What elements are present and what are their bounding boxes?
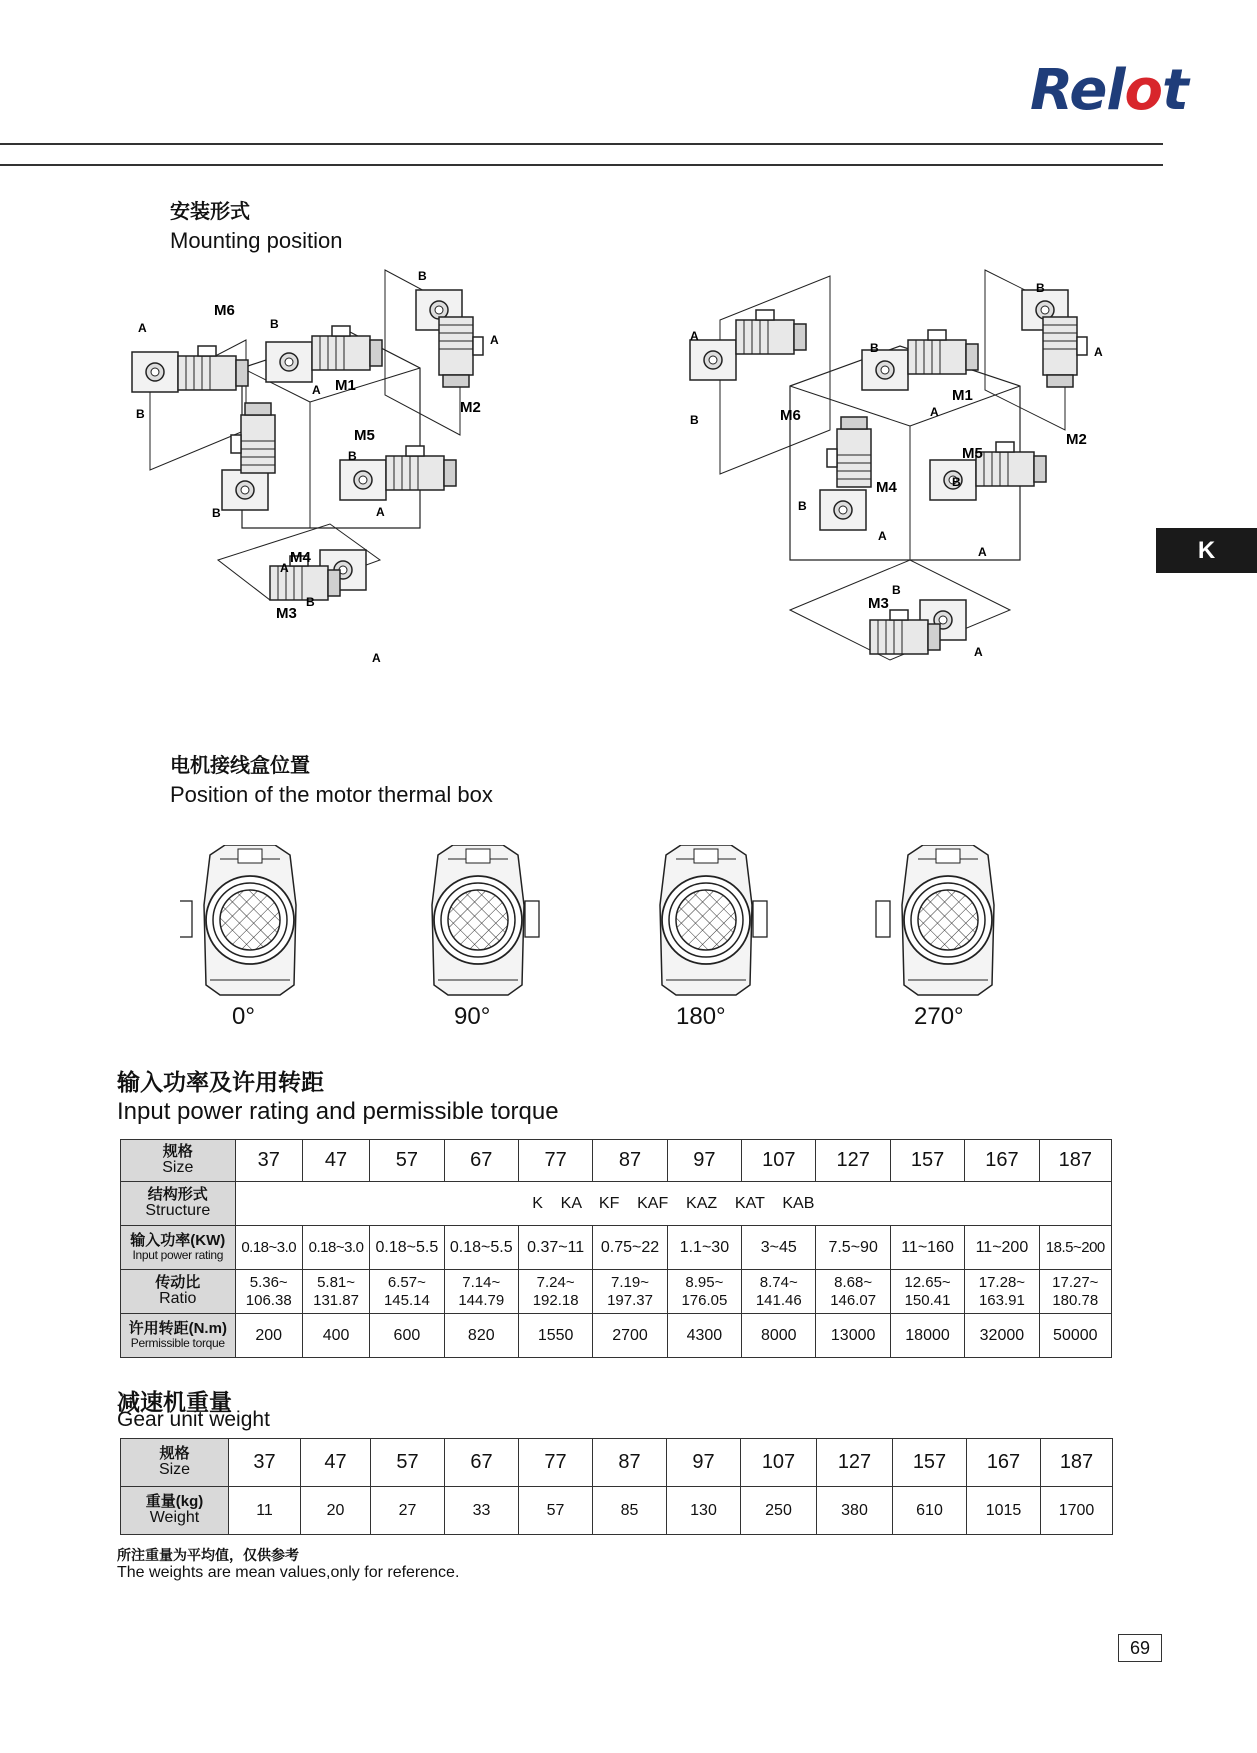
label-m6-right: M6 xyxy=(780,407,801,424)
size-cell: 167 xyxy=(967,1439,1041,1487)
size-cell: 167 xyxy=(965,1140,1039,1182)
mounting-diagram-right xyxy=(690,270,1103,660)
size-cell: 127 xyxy=(816,1140,890,1182)
torque-cell: 200 xyxy=(235,1314,302,1358)
thermal-box-270 xyxy=(876,845,994,995)
ratio-cell: 7.14~ 144.79 xyxy=(444,1270,518,1314)
label-b: B xyxy=(212,506,221,520)
size-cell: 77 xyxy=(519,1439,593,1487)
power-cell: 3~45 xyxy=(742,1226,816,1270)
angle-0: 0° xyxy=(232,1003,255,1030)
label-b: B xyxy=(892,583,901,597)
ratio-cell: 7.24~ 192.18 xyxy=(518,1270,592,1314)
torque-cell: 50000 xyxy=(1039,1314,1111,1358)
ratio-cell: 8.95~ 176.05 xyxy=(667,1270,741,1314)
ratio-cell: 5.81~ 131.87 xyxy=(302,1270,369,1314)
label-a: A xyxy=(280,561,289,575)
label-m2-right: M2 xyxy=(1066,431,1087,448)
thermal-box-0 xyxy=(180,845,296,995)
power-cell: 11~200 xyxy=(965,1226,1039,1270)
label-b: B xyxy=(952,475,961,489)
thermal-box-180 xyxy=(660,845,767,995)
ratio-cell: 6.57~ 145.14 xyxy=(370,1270,444,1314)
power-cell: 0.18~3.0 xyxy=(302,1226,369,1270)
weight-cell: 85 xyxy=(593,1487,667,1535)
label-m4-right: M4 xyxy=(876,479,897,496)
label-b: B xyxy=(798,499,807,513)
thermal-box-diagrams xyxy=(180,845,1040,1025)
size-cell: 37 xyxy=(235,1140,302,1182)
label-a: A xyxy=(930,405,939,419)
size-cell: 187 xyxy=(1039,1140,1111,1182)
torque-cell: 8000 xyxy=(742,1314,816,1358)
weight-cell: 380 xyxy=(817,1487,893,1535)
weight-cell: 57 xyxy=(519,1487,593,1535)
label-b: B xyxy=(1036,281,1045,295)
section-tab-k: K xyxy=(1156,528,1257,573)
label-b: B xyxy=(348,449,357,463)
power-cell: 18.5~200 xyxy=(1039,1226,1111,1270)
mounting-diagrams xyxy=(130,260,1130,700)
ratio-cell: 7.19~ 197.37 xyxy=(593,1270,667,1314)
power-cell: 0.37~11 xyxy=(518,1226,592,1270)
weight-cell: 250 xyxy=(741,1487,817,1535)
note-en: The weights are mean values,only for reference. xyxy=(117,1564,460,1581)
row-header: 许用转距(N.m) Permissible torque xyxy=(121,1314,236,1358)
ratio-cell: 8.74~ 141.46 xyxy=(742,1270,816,1314)
torque-cell: 32000 xyxy=(965,1314,1039,1358)
weight-cell: 27 xyxy=(371,1487,445,1535)
ratio-cell: 17.28~ 163.91 xyxy=(965,1270,1039,1314)
label-b: B xyxy=(306,595,315,609)
label-a: A xyxy=(978,545,987,559)
brand-logo: Relot xyxy=(1030,58,1188,123)
label-a: A xyxy=(312,383,321,397)
label-b: B xyxy=(136,407,145,421)
label-m3-right: M3 xyxy=(868,595,889,612)
size-cell: 97 xyxy=(667,1140,741,1182)
torque-cell: 13000 xyxy=(816,1314,890,1358)
size-cell: 97 xyxy=(667,1439,741,1487)
label-b: B xyxy=(870,341,879,355)
label-a: A xyxy=(878,529,887,543)
weight-cell: 1015 xyxy=(967,1487,1041,1535)
weight-cell: 130 xyxy=(667,1487,741,1535)
torque-cell: 4300 xyxy=(667,1314,741,1358)
label-b: B xyxy=(270,317,279,331)
torque-cell: 820 xyxy=(444,1314,518,1358)
ratio-cell: 5.36~ 106.38 xyxy=(235,1270,302,1314)
ratio-cell: 17.27~ 180.78 xyxy=(1039,1270,1111,1314)
table-row xyxy=(121,1270,1112,1314)
table-row xyxy=(121,1314,1112,1358)
label-a: A xyxy=(690,329,699,343)
label-a: A xyxy=(490,333,499,347)
size-cell: 107 xyxy=(741,1439,817,1487)
table-row xyxy=(121,1439,1113,1487)
power-title-en: Input power rating and permissible torque xyxy=(117,1098,559,1125)
torque-cell: 18000 xyxy=(890,1314,964,1358)
row-header: 规格 Size xyxy=(121,1439,229,1487)
label-m1-left: M1 xyxy=(335,377,356,394)
size-cell: 77 xyxy=(518,1140,592,1182)
label-m5-left: M5 xyxy=(354,427,375,444)
power-cell: 7.5~90 xyxy=(816,1226,890,1270)
torque-cell: 1550 xyxy=(518,1314,592,1358)
table-row xyxy=(121,1487,1113,1535)
weight-title-cn: 减速机重量 xyxy=(117,1389,232,1415)
size-cell: 107 xyxy=(742,1140,816,1182)
table-row xyxy=(121,1140,1112,1182)
label-m2-left: M2 xyxy=(460,399,481,416)
torque-cell: 400 xyxy=(302,1314,369,1358)
power-rating-table xyxy=(120,1139,1112,1358)
weight-cell: 20 xyxy=(301,1487,371,1535)
mounting-diagram-left xyxy=(132,269,499,665)
angle-270: 270° xyxy=(914,1003,964,1030)
weight-cell: 1700 xyxy=(1041,1487,1113,1535)
label-b: B xyxy=(690,413,699,427)
size-cell: 87 xyxy=(593,1439,667,1487)
torque-cell: 600 xyxy=(370,1314,444,1358)
weight-cell: 11 xyxy=(229,1487,301,1535)
size-cell: 67 xyxy=(445,1439,519,1487)
size-cell: 57 xyxy=(370,1140,444,1182)
angle-180: 180° xyxy=(676,1003,726,1030)
note-cn: 所注重量为平均值，仅供参考 xyxy=(117,1547,299,1563)
power-cell: 11~160 xyxy=(890,1226,964,1270)
label-a: A xyxy=(372,651,381,665)
label-m6-left: M6 xyxy=(214,302,235,319)
size-cell: 47 xyxy=(302,1140,369,1182)
weight-cell: 33 xyxy=(445,1487,519,1535)
ratio-cell: 8.68~ 146.07 xyxy=(816,1270,890,1314)
label-a: A xyxy=(974,645,983,659)
thermal-box-90 xyxy=(432,845,539,995)
weight-table xyxy=(120,1438,1113,1535)
table-row xyxy=(121,1226,1112,1270)
row-header: 重量(kg) Weight xyxy=(121,1487,229,1535)
weight-title-en: Gear unit weight xyxy=(117,1408,270,1431)
row-header: 结构形式 Structure xyxy=(121,1182,236,1226)
row-header: 传动比 Ratio xyxy=(121,1270,236,1314)
thermal-title-cn: 电机接线盒位置 xyxy=(170,755,310,777)
size-cell: 157 xyxy=(893,1439,967,1487)
label-m4-left: M4 xyxy=(290,549,311,566)
header-rule-top xyxy=(0,143,1163,145)
mounting-title-cn: 安装形式 xyxy=(170,201,250,223)
angle-90: 90° xyxy=(454,1003,491,1030)
label-b: B xyxy=(418,269,427,283)
row-header: 输入功率(KW) Input power rating xyxy=(121,1226,236,1270)
power-cell: 1.1~30 xyxy=(667,1226,741,1270)
power-cell: 0.18~5.5 xyxy=(370,1226,444,1270)
size-cell: 47 xyxy=(301,1439,371,1487)
weight-cell: 610 xyxy=(893,1487,967,1535)
label-m3-left: M3 xyxy=(276,605,297,622)
size-cell: 127 xyxy=(817,1439,893,1487)
mounting-title-en: Mounting position xyxy=(170,228,343,253)
structure-cell: K KA KF KAF KAZ KAT KAB xyxy=(235,1182,1111,1226)
power-title-cn: 输入功率及许用转距 xyxy=(117,1069,324,1095)
label-m1-right: M1 xyxy=(952,387,973,404)
header-rule-bottom xyxy=(0,164,1163,166)
label-a: A xyxy=(376,505,385,519)
size-cell: 157 xyxy=(890,1140,964,1182)
power-cell: 0.75~22 xyxy=(593,1226,667,1270)
size-cell: 57 xyxy=(371,1439,445,1487)
label-a: A xyxy=(138,321,147,335)
size-cell: 67 xyxy=(444,1140,518,1182)
label-m5-right: M5 xyxy=(962,445,983,462)
power-cell: 0.18~5.5 xyxy=(444,1226,518,1270)
page-number: 69 xyxy=(1118,1634,1162,1662)
ratio-cell: 12.65~ 150.41 xyxy=(890,1270,964,1314)
size-cell: 37 xyxy=(229,1439,301,1487)
label-a: A xyxy=(1094,345,1103,359)
size-cell: 87 xyxy=(593,1140,667,1182)
torque-cell: 2700 xyxy=(593,1314,667,1358)
power-cell: 0.18~3.0 xyxy=(235,1226,302,1270)
thermal-title-en: Position of the motor thermal box xyxy=(170,782,493,807)
size-cell: 187 xyxy=(1041,1439,1113,1487)
row-header: 规格 Size xyxy=(121,1140,236,1182)
table-row xyxy=(121,1182,1112,1226)
